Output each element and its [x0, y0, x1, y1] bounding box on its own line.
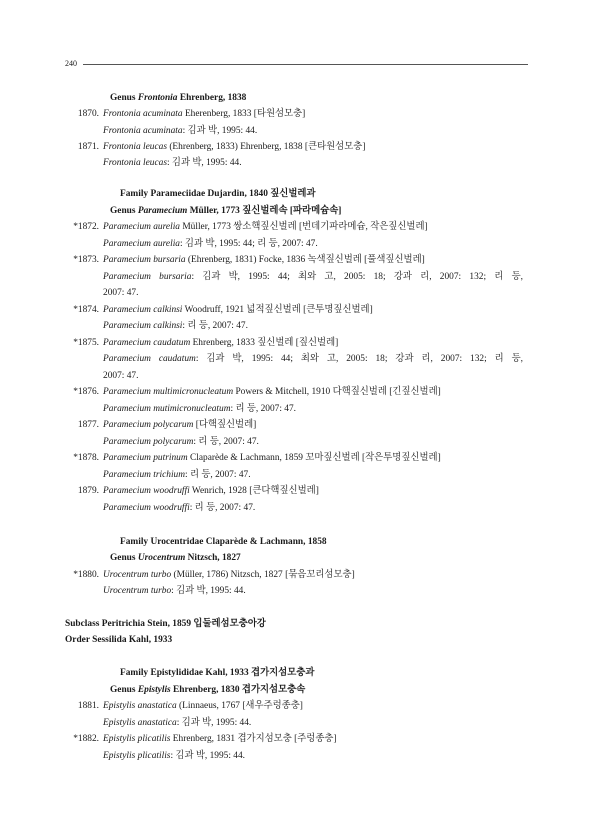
taxon-name: Paramecium calkinsi: [103, 321, 183, 331]
citation-line: [103, 403, 296, 415]
text-run: (Müller, 1786) Nitzsch, 1827 [묶음꼬리섬모충]: [171, 570, 355, 580]
taxon-name: Paramecium calkinsi: [103, 305, 183, 315]
text-run: Family Epistylididae Kahl, 1933 겹가지섬모충과: [120, 668, 315, 678]
taxon-name: Paramecium mutimicronucleatum: [103, 404, 231, 414]
entry-number: *1880.: [73, 570, 99, 580]
text-run: Ehrenberg, 1830 겹가지섬모충속: [170, 685, 306, 695]
text-run: Ehrenberg, 1838: [177, 93, 247, 103]
text-run: : 김과 박, 1995: 44.: [176, 718, 252, 728]
taxon-name: Paramecium caudatum: [103, 354, 196, 364]
taxon-name: Frontonia acuminata: [103, 109, 183, 119]
citation-line: [103, 750, 245, 762]
taxon-name: Epistylis anastatica: [103, 701, 177, 711]
taxon-name: Paramecium woodruffi: [103, 503, 190, 513]
family-heading: [120, 667, 314, 679]
text-run: Ehrenberg, 1831 겹가지섬모충 [주렁종충]: [170, 734, 337, 744]
text-run: Genus: [110, 553, 138, 563]
text-run: [다핵짚신벌레]: [193, 420, 257, 430]
species-entry: [103, 485, 319, 497]
text-run: : 김과 박, 1995: 44.: [166, 158, 242, 168]
text-run: Powers & Mitchell, 1910 다핵짚신벌레 [긴짚신벌레]: [233, 387, 441, 397]
citation-line: [103, 320, 248, 332]
citation-line: [103, 125, 257, 137]
entry-number: *1882.: [73, 734, 99, 744]
citation-line: [103, 502, 255, 514]
page-number: 240: [65, 59, 77, 68]
taxon-name: Paramecium: [137, 206, 188, 216]
species-entry: [103, 141, 365, 153]
text-run: Müller, 1773 쌍소핵짚신벌레 [번데기파라메슘, 작은짚신벌레]: [179, 222, 428, 232]
citation-line: [103, 287, 138, 299]
genus-heading: [110, 684, 305, 696]
entry-number: *1874.: [73, 305, 99, 315]
text-run: Genus: [110, 93, 138, 103]
text-run: Woodruff, 1921 넓적짚신벌레 [큰투명짚신벌레]: [182, 305, 373, 315]
entry-number: *1876.: [73, 387, 99, 397]
text-run: Family Parameciidae Dujardin, 1840 짚신벌레과: [120, 189, 316, 199]
species-entry: [103, 452, 441, 464]
citation-line: [103, 238, 318, 250]
entry-number: *1872.: [73, 222, 99, 232]
taxon-name: Paramecium polycarum: [103, 437, 194, 447]
citation-line: [103, 271, 523, 283]
genus-heading: [110, 552, 241, 564]
page-header: [65, 58, 528, 70]
species-entry: [103, 386, 441, 398]
text-run: : 김과 박, 1995: 44.: [171, 586, 246, 596]
taxon-name: Epistylis: [137, 685, 171, 695]
taxon-name: Frontonia acuminata: [103, 126, 183, 136]
citation-line: [103, 370, 138, 382]
citation-line: [103, 717, 251, 729]
text-run: : 김과 박, 1995: 44; 리 등, 2007: 47.: [179, 239, 318, 249]
text-run: Nitzsch, 1827: [185, 553, 241, 563]
taxon-name: Paramecium multimicronucleatum: [103, 387, 234, 397]
text-run: Claparède & Lachmann, 1859 꼬마짚신벌레 [작은투명짚신벌레]: [187, 453, 441, 463]
header-rule: [83, 64, 528, 65]
text-run: : 리 등, 2007: 47.: [230, 404, 297, 414]
entry-number: 1877.: [77, 420, 99, 430]
rank-heading: [65, 634, 172, 646]
text-run: Subclass Peritrichia Stein, 1859 입둘레섬모충아강: [65, 619, 266, 629]
taxon-name: Paramecium bursaria: [103, 255, 186, 265]
family-heading: [120, 536, 327, 548]
text-run: : 리 등, 2007: 47.: [182, 321, 248, 331]
text-run: (Linnaeus, 1767 [새우주렁종충]: [176, 701, 303, 711]
entry-number: 1881.: [77, 701, 99, 711]
taxon-name: Urocentrum turbo: [103, 586, 172, 596]
entry-number: *1873.: [73, 255, 99, 265]
taxon-name: Paramecium polycarum: [103, 420, 194, 430]
species-entry: [103, 304, 373, 316]
text-run: : 리 등, 2007: 47.: [193, 437, 259, 447]
text-run: 2007: 47.: [103, 371, 139, 381]
text-run: Genus: [110, 206, 138, 216]
species-entry: [103, 108, 305, 120]
species-entry: [103, 254, 425, 266]
taxon-name: Paramecium aurelia: [103, 222, 180, 232]
entry-number: *1878.: [73, 453, 99, 463]
text-run: (Ehrenberg, 1833) Ehrenberg, 1838 [큰타원섬모충]: [166, 142, 366, 152]
text-run: : 김과 박, 1995: 44; 최와 고, 2005: 18; 강과 리, 2007: 132; 리 등,: [195, 354, 523, 364]
taxon-name: Epistylis plicatilis: [103, 751, 171, 761]
taxon-name: Frontonia leucas: [103, 142, 167, 152]
text-run: : 김과 박, 1995: 44.: [182, 126, 258, 136]
taxon-name: Paramecium putrinum: [103, 453, 188, 463]
species-entry: [103, 569, 355, 581]
taxon-name: Paramecium woodruffi: [103, 486, 190, 496]
entry-number: 1871.: [77, 142, 99, 152]
taxon-name: Epistylis plicatilis: [103, 734, 171, 744]
citation-line: [103, 157, 242, 169]
taxon-name: Paramecium aurelia: [103, 239, 180, 249]
taxon-name: Paramecium trichium: [103, 470, 186, 480]
citation-line: [103, 436, 259, 448]
taxon-name: Epistylis anastatica: [103, 718, 177, 728]
taxon-name: Urocentrum turbo: [103, 570, 172, 580]
text-run: (Ehrenberg, 1831) Focke, 1836 녹색짚신벌레 [풀색짚신벌레]: [185, 255, 425, 265]
species-entry: [103, 700, 303, 712]
text-run: Müller, 1773 짚신벌레속 [파라메슘속]: [187, 206, 342, 216]
text-run: 2007: 47.: [103, 288, 139, 298]
species-entry: [103, 221, 428, 233]
citation-line: [103, 469, 251, 481]
citation-line: [103, 353, 523, 365]
entry-number: 1870.: [77, 109, 99, 119]
text-run: Family Urocentridae Claparède & Lachmann, 1858: [120, 537, 327, 547]
taxon-name: Paramecium bursaria: [103, 272, 192, 282]
text-run: Eherenberg, 1833 [타원섬모충]: [182, 109, 306, 119]
text-run: : 리 등, 2007: 47.: [189, 503, 256, 513]
text-run: : 김과 박, 1995: 44.: [170, 751, 246, 761]
rank-heading: [65, 618, 266, 630]
taxon-name: Urocentrum: [137, 553, 186, 563]
genus-heading: [110, 92, 246, 104]
taxon-name: Frontonia: [137, 93, 178, 103]
entry-number: 1879.: [77, 486, 99, 496]
taxon-name: Paramecium caudatum: [103, 338, 191, 348]
entry-number: *1875.: [73, 338, 99, 348]
species-entry: [103, 337, 338, 349]
text-run: Ehrenberg, 1833 짚신벌레 [짚신벌레]: [190, 338, 339, 348]
text-run: Genus: [110, 685, 138, 695]
species-entry: [103, 419, 256, 431]
taxon-name: Frontonia leucas: [103, 158, 167, 168]
citation-line: [103, 585, 246, 597]
text-run: Wenrich, 1928 [큰다핵짚신벌레]: [189, 486, 319, 496]
text-run: : 김과 박, 1995: 44; 최와 고, 2005: 18; 강과 리, 2007: 132; 리 등,: [191, 272, 523, 282]
text-run: Order Sessilida Kahl, 1933: [65, 635, 173, 645]
family-heading: [120, 188, 316, 200]
text-run: : 리 등, 2007: 47.: [185, 470, 251, 480]
species-entry: [103, 733, 337, 745]
genus-heading: [110, 205, 341, 217]
